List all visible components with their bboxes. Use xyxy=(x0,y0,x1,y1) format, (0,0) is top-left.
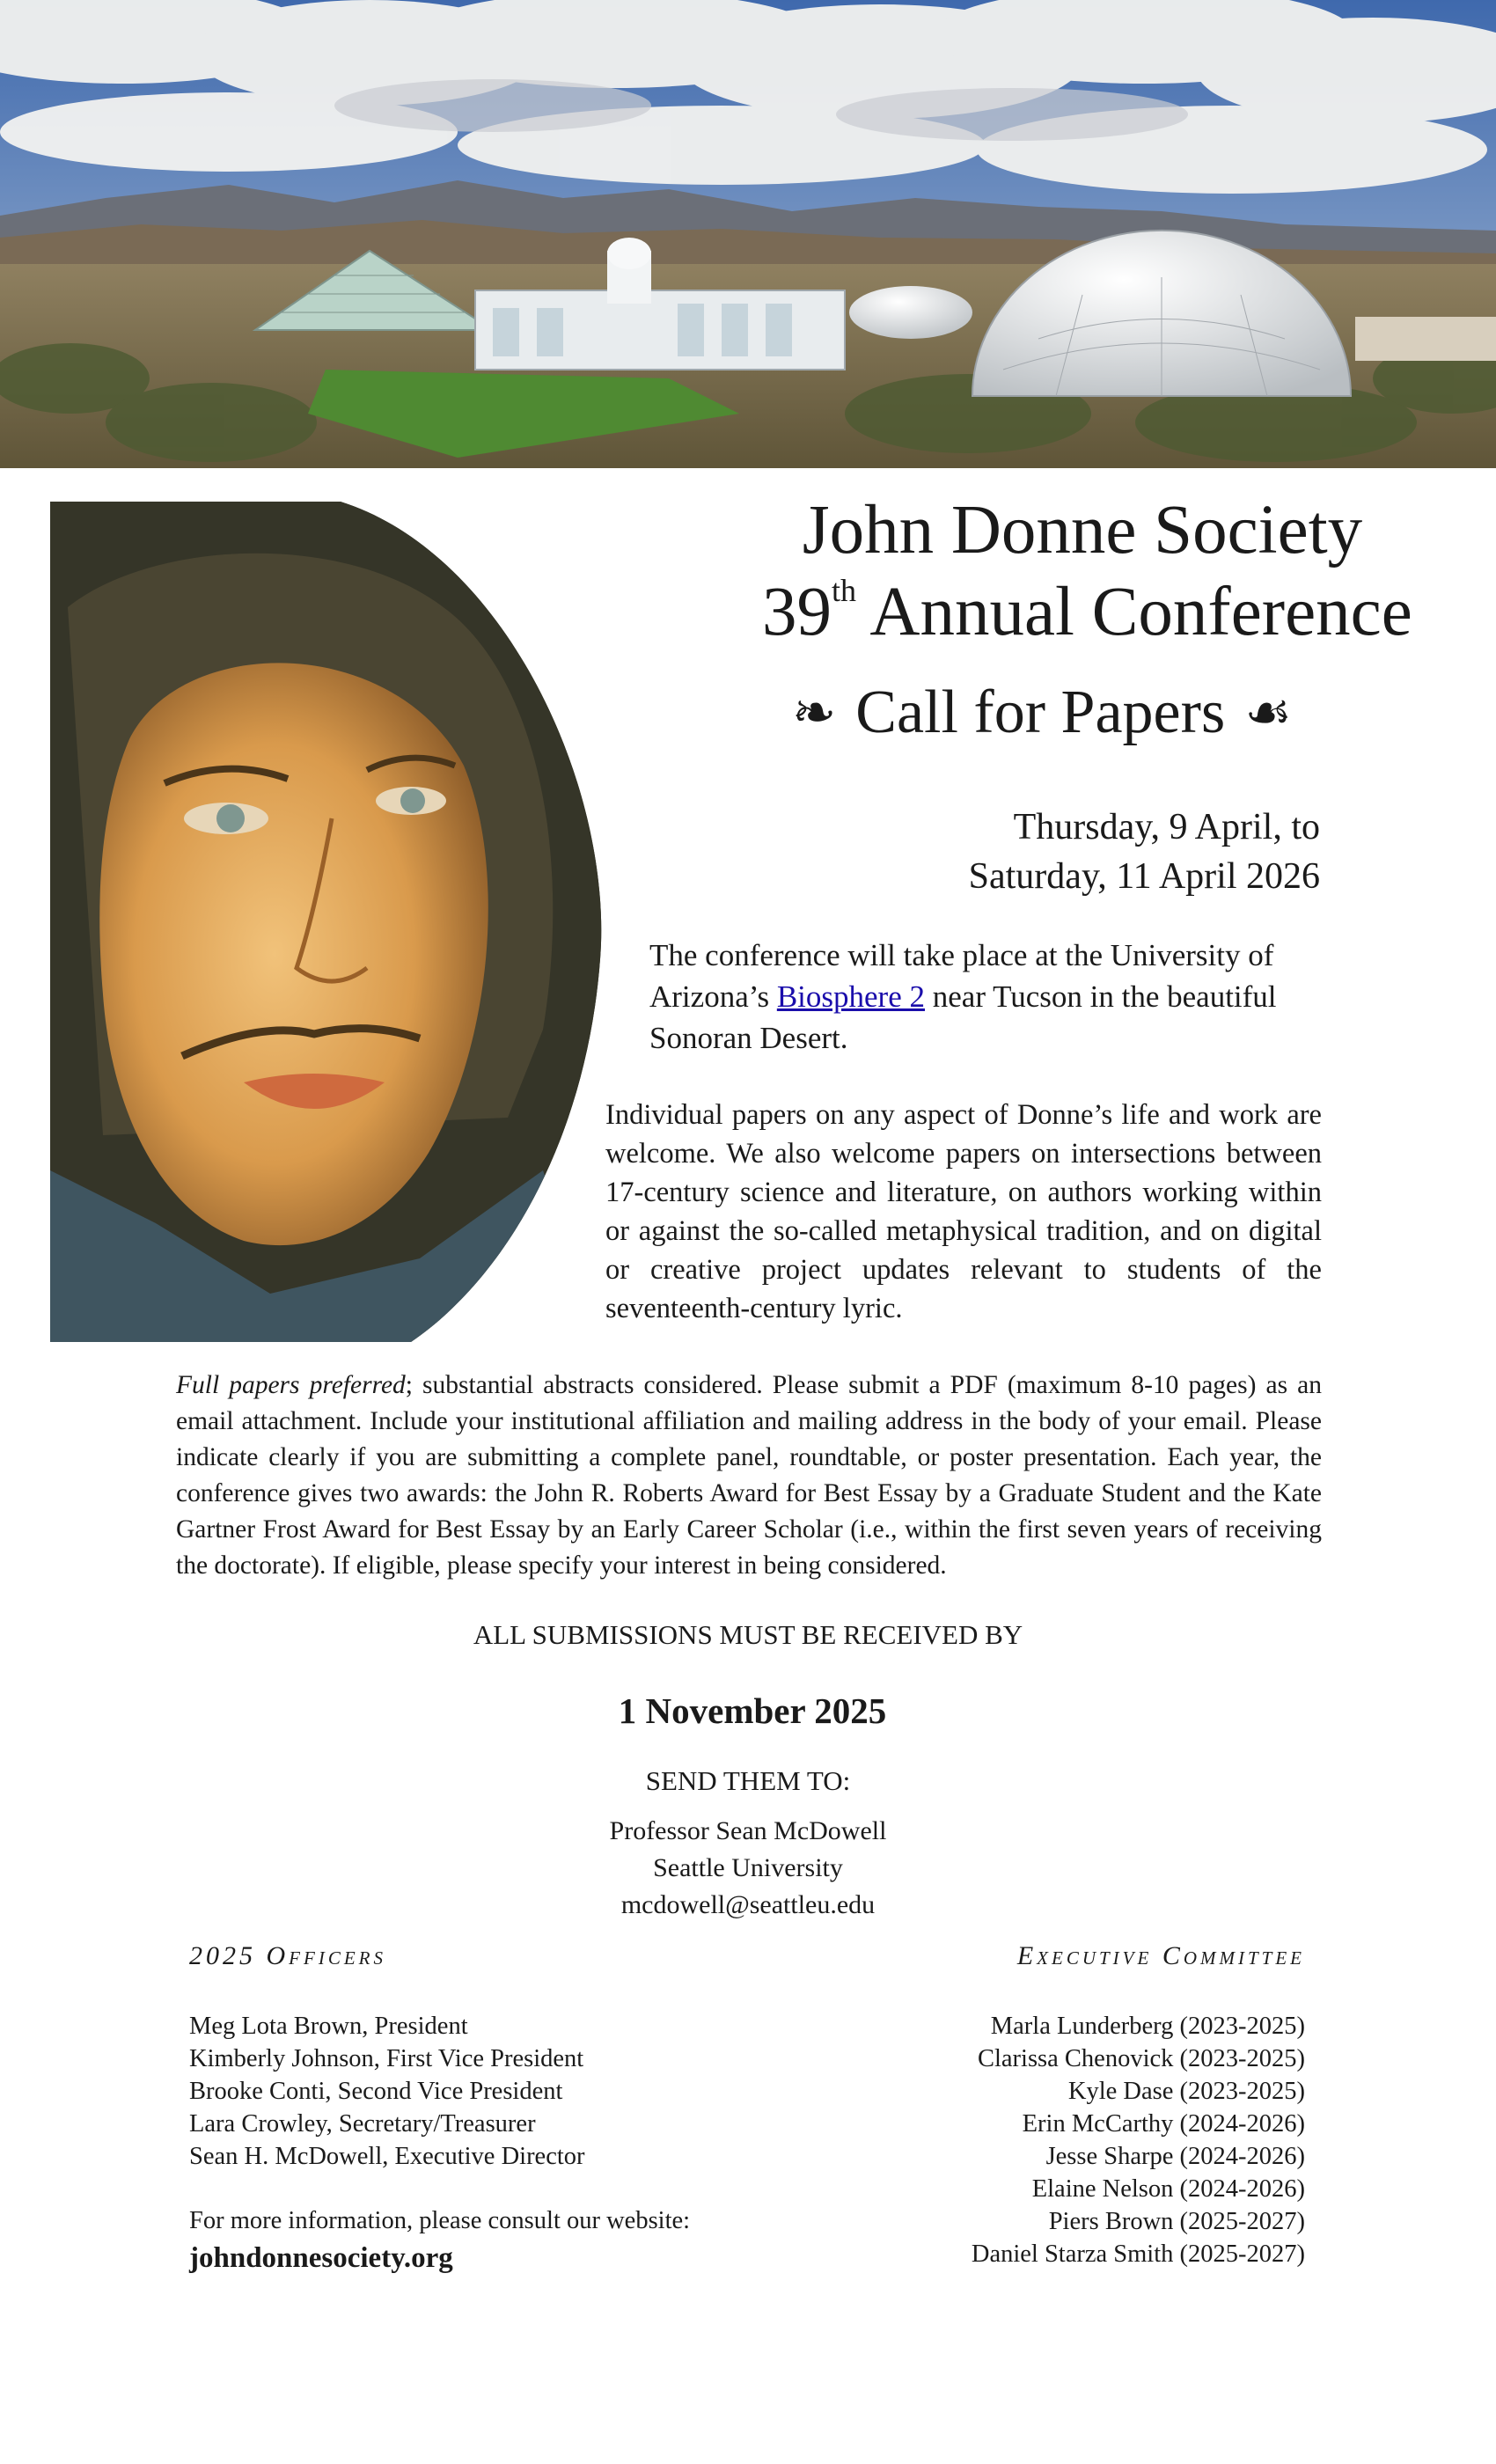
officers-list xyxy=(189,2010,585,2173)
committee-member: Kyle Dase (2023-2025) xyxy=(1067,2078,1305,2105)
call-for-papers-heading xyxy=(792,678,1461,748)
banner-photo-biosphere xyxy=(0,0,1496,468)
john-donne-portrait xyxy=(50,502,603,1342)
date-line-1: Thursday, 9 April, to xyxy=(1013,807,1320,847)
committee-member: Piers Brown (2025-2027) xyxy=(1048,2208,1305,2235)
location-paragraph xyxy=(649,935,1327,1059)
committee-member: Marla Lunderberg (2023-2025) xyxy=(990,2013,1305,2040)
biosphere-link[interactable]: Biosphere 2 xyxy=(776,979,925,1014)
topics-paragraph: Individual papers on any aspect of Donne’s life and work are welcome. We also welcome papers on intersections between 17-century science and literature, on authors working within or against the so-called metaphysical tradition, and on digital or creative project updates relevant to students of the seventeenth-century lyric. xyxy=(605,1099,1322,1324)
conference-title-rest: Annual Conference xyxy=(856,574,1412,650)
fleuron-right-icon: ☙ xyxy=(1244,682,1292,744)
call-for-papers-label: Call for Papers xyxy=(855,678,1226,746)
fleuron-left-icon: ❧ xyxy=(792,682,837,744)
ordinal-suffix: th xyxy=(832,573,857,608)
committee-list xyxy=(972,2010,1305,2270)
committee-member: Elaine Nelson (2024-2026) xyxy=(1031,2175,1305,2203)
committee-heading: Executive Committee xyxy=(1016,1941,1305,1970)
officer-item: Meg Lota Brown, President xyxy=(189,2013,468,2040)
conference-dates xyxy=(969,803,1320,901)
instructions-body: ; substantial abstracts considered. Please submit a PDF (maximum 8-10 pages) as an email attachment. Include your institutional affiliation and mailing address in the body of your email. Please indicate clearly if you are submitting a complete panel, roundtable, or poster presentation. Each year, the conference gives two awards: the John R. Roberts Award for Best Essay by a Graduate Student and the Kate Gartner Frost Award for Best Essay by an Early Career Scholar (i.e., within the first seven years of receiving the doctorate). If eligible, please specify your interest in being considered. xyxy=(176,1371,1322,1580)
full-papers-preferred: Full papers preferred xyxy=(176,1371,406,1399)
contact-email[interactable]: mcdowell@seattleu.edu xyxy=(620,1890,876,1919)
date-line-2: Saturday, 11 April 2026 xyxy=(968,856,1320,897)
committee-member: Erin McCarthy (2024-2026) xyxy=(1022,2110,1305,2138)
submission-instructions xyxy=(176,1368,1322,1584)
committee-member: Jesse Sharpe (2024-2026) xyxy=(1045,2143,1305,2170)
officer-item: Brooke Conti, Second Vice President xyxy=(189,2078,563,2105)
website-link[interactable]: johndonnesociety.org xyxy=(189,2242,453,2274)
deadline-date: 1 November 2025 xyxy=(618,1690,887,1731)
more-info-text: For more information, please consult our website: xyxy=(189,2207,691,2234)
conference-title xyxy=(678,572,1496,652)
committee-member: Clarissa Chenovick (2023-2025) xyxy=(977,2045,1305,2072)
send-to-label: SEND THEM TO: xyxy=(645,1765,851,1796)
ordinal-number: 39 xyxy=(762,574,832,650)
deadline-label: ALL SUBMISSIONS MUST BE RECEIVED BY xyxy=(473,1619,1023,1650)
contact-institution: Seattle University xyxy=(653,1853,843,1882)
committee-member: Daniel Starza Smith (2025-2027) xyxy=(971,2240,1305,2268)
officer-item: Kimberly Johnson, First Vice President xyxy=(189,2045,584,2072)
officer-item: Lara Crowley, Secretary/Treasurer xyxy=(189,2110,536,2138)
contact-name: Professor Sean McDowell xyxy=(609,1816,887,1845)
contact-block xyxy=(0,1813,1496,1924)
location-text-after: near Tucson in the beautiful Sonoran Desert. xyxy=(649,979,1277,1055)
location-text-before: The conference will take place at the University of Arizona’s xyxy=(649,938,1274,1014)
society-title: John Donne Society xyxy=(802,492,1363,568)
officers-heading: 2025 Officers xyxy=(189,1941,386,1970)
officer-item: Sean H. McDowell, Executive Director xyxy=(189,2143,585,2170)
